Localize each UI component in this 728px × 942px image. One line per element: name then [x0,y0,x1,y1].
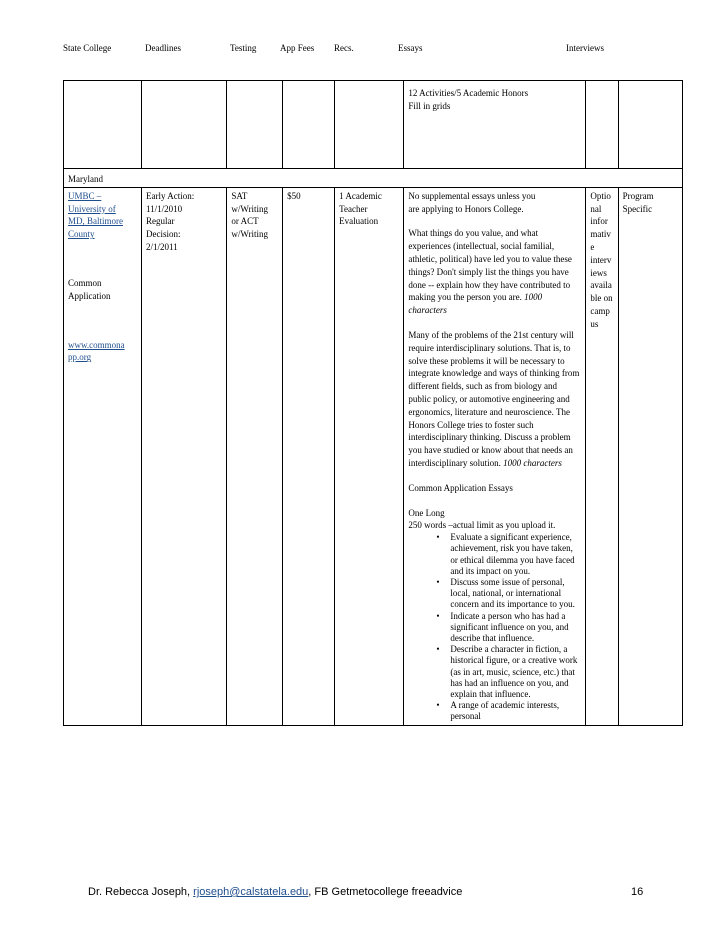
application-type-line-1: Common [68,277,102,288]
list-item: • Discuss some issue of personal, local, national, or international concern and its importance to you. [450,577,581,611]
deadline-line-3: Regular [145,216,175,227]
deadline-line-1: Early Action: [145,190,195,201]
essay-limit-1: 1000 characters [408,292,543,316]
essay-prompt-interdisciplinary: Many of the problems of the 21st century will require interdisciplinary solutions. That is, to solve these problems it will be necessary to integrate knowledge and ways of thinking from different fields, such as from biology and public policy, or automotive engineering and ergonomics, literature and neuroscience. The Honors College tries to foster such interdisciplinary thinking. Discuss a problem you have studied or know about that needs an interdisciplinary solution. 1000 characters [408,329,580,468]
deadlines-cell [141,187,226,725]
common-app-link-line-1[interactable]: www.commona [68,339,125,350]
header-interviews: Interviews [566,43,604,53]
testing-cell [227,187,283,725]
list-item: • A range of academic interests, personal [450,700,581,722]
header-essays: Essays [398,43,423,53]
header-testing: Testing [230,43,257,53]
page-number: 16 [631,886,644,898]
deadline-line-2: 11/1/2010 [145,203,183,214]
interviews-line-10: camp [590,305,610,316]
fill-in-grids-line: Fill in grids [408,100,451,111]
interviews-line-7: iews [590,267,607,278]
interviews-line-4: mativ [590,229,611,240]
testing-line-1: SAT [231,190,248,201]
state-name: Maryland [68,174,103,184]
testing-line-3: or ACT [231,216,259,227]
header-state-college: State College [63,43,112,53]
essay-intro-line-2: are applying to Honors College. [408,203,524,214]
recs-cell [335,187,404,725]
list-item: • Evaluate a significant experience, achievement, risk you have taken, or ethical dilemma you have faced and its impact on you. [450,532,581,577]
interviews-line-5: e [590,241,595,252]
footer-author: Dr. Rebecca Joseph, [88,886,194,898]
essay-prompt-list [408,532,581,722]
footer-email-link[interactable]: rjoseph@calstatela.edu [193,886,309,898]
program-line-1: Program [622,190,654,201]
recs-line-2: Teacher [339,203,368,214]
app-fee-cell [283,187,335,725]
one-long-label: One Long [408,507,445,518]
college-table [63,80,683,726]
page-footer [88,886,462,898]
essay-intro-line-1: No supplemental essays unless you [408,190,536,201]
recs-line-1: 1 Academic [339,190,382,201]
common-app-link-line-2[interactable]: pp.org [68,352,92,363]
header-app-fees: App Fees [280,43,315,53]
college-cell [64,187,142,725]
program-cell [618,187,682,725]
interviews-cell [586,187,618,725]
footer-suffix: , FB Getmetocollege freeadvice [308,886,463,898]
interviews-line-8: availa [590,280,612,291]
table-row-college [64,187,683,725]
activities-cell [404,81,586,169]
college-name-line-1[interactable]: UMBC – [68,190,102,201]
table-row-activities [64,81,683,169]
common-app-essays-heading: Common Application Essays [408,482,513,493]
application-type-line-2: Application [68,290,111,301]
table-row-state [64,169,683,188]
testing-line-2: w/Writing [231,203,269,214]
state-cell [64,169,683,188]
interviews-line-11: us [590,318,599,329]
interviews-line-6: interv [590,254,612,265]
testing-line-4: w/Writing [231,229,269,240]
word-limit-note: 250 words –actual limit as you upload it. [408,520,556,531]
interviews-line-2: nal [590,203,602,214]
deadline-line-4: Decision: [145,229,181,240]
header-deadlines: Deadlines [145,43,181,53]
list-item: • Describe a character in fiction, a historical figure, or a creative work (as in art, music, science, etc.) that has had an influence on you, and explain that influence. [450,644,581,700]
deadline-line-5: 2/1/2011 [145,241,178,252]
program-line-2: Specific [622,203,653,214]
essay-limit-2: 1000 characters [503,457,562,468]
interviews-line-3: infor [590,216,608,227]
essays-cell [404,187,586,725]
college-name-line-2[interactable]: University of [68,203,116,214]
list-item: • Indicate a person who has had a significant influence on you, and describe that influence. [450,611,581,645]
interviews-line-1: Optio [590,190,611,201]
app-fee-value: $50 [287,190,301,201]
recs-line-3: Evaluation [339,216,379,227]
essay-prompt-values: What things do you value, and what experiences (intellectual, social familial, athletic, political) have led you to value these things? Don't simply list the things you have done -- explain how they have contributed to making you the person you are. 1000 characters [408,228,572,316]
interviews-line-9: ble on [590,293,613,304]
header-recs: Recs. [334,43,354,53]
college-name-line-3[interactable]: MD, Baltimore [68,216,123,227]
activities-line: 12 Activities/5 Academic Honors [408,88,529,98]
college-name-line-4[interactable]: County [68,229,95,240]
